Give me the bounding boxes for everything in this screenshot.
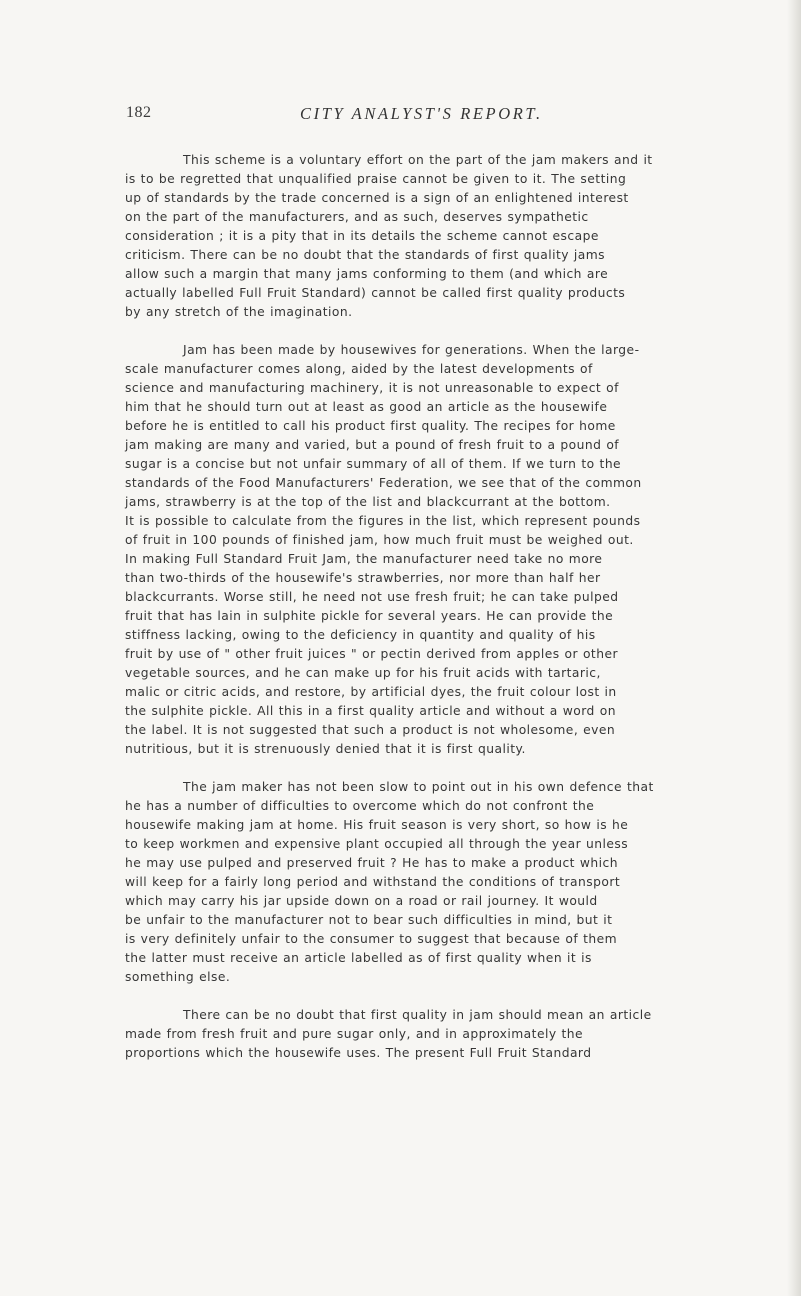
text-line: In making Full Standard Fruit Jam, the manufacturer need take no more — [125, 552, 603, 566]
text-line: scale manufacturer comes along, aided by the latest developments of — [125, 362, 593, 376]
paragraph-2 — [125, 341, 790, 759]
text-line: stiffness lacking, owing to the deficiency in quantity and quality of his — [125, 628, 596, 642]
text-line: he may use pulped and preserved fruit ? He has to make a product which — [125, 856, 618, 870]
text-line: which may carry his jar upside down on a road or rail journey. It would — [125, 894, 598, 908]
text-line: he has a number of difficulties to overcome which do not confront the — [125, 799, 595, 813]
text-line: of fruit in 100 pounds of finished jam, how much fruit must be weighed out. — [125, 533, 634, 547]
text-line: actually labelled Full Fruit Standard) cannot be called first quality products — [125, 286, 626, 300]
text-line: him that he should turn out at least as good an article as the housewife — [125, 400, 608, 414]
text-line: vegetable sources, and he can make up for his fruit acids with tartaric, — [125, 666, 601, 680]
text-line: made from fresh fruit and pure sugar only, and in approximately the — [125, 1027, 584, 1041]
text-line: proportions which the housewife uses. The present Full Fruit Standard — [125, 1046, 592, 1060]
text-line: up of standards by the trade concerned is a sign of an enlightened interest — [125, 191, 629, 205]
text-line: is to be regretted that unqualified praise cannot be given to it. The setting — [125, 172, 627, 186]
text-line: blackcurrants. Worse still, he need not use fresh fruit; he can take pulped — [125, 590, 619, 604]
text-line: before he is entitled to call his product first quality. The recipes for home — [125, 419, 616, 433]
text-line: fruit that has lain in sulphite pickle for several years. He can provide the — [125, 609, 614, 623]
paragraph-1 — [125, 151, 790, 322]
text-line: than two-thirds of the housewife's strawberries, nor more than half her — [125, 571, 601, 585]
text-line: Jam has been made by housewives for generations. When the large- — [183, 343, 640, 357]
text-line: consideration ; it is a pity that in its details the scheme cannot escape — [125, 229, 599, 243]
text-line: the latter must receive an article labelled as of first quality when it is — [125, 951, 592, 965]
text-line: sugar is a concise but not unfair summary of all of them. If we turn to the — [125, 457, 622, 471]
text-line: housewife making jam at home. His fruit season is very short, so how is he — [125, 818, 629, 832]
text-line: the sulphite pickle. All this in a first quality article and without a word on — [125, 704, 616, 718]
text-line: standards of the Food Manufacturers' Federation, we see that of the common — [125, 476, 642, 490]
running-head: CITY ANALYST'S REPORT. — [300, 104, 543, 123]
text-line: to keep workmen and expensive plant occupied all through the year unless — [125, 837, 629, 851]
text-line: jams, strawberry is at the top of the list and blackcurrant at the bottom. — [125, 495, 611, 509]
text-line: nutritious, but it is strenuously denied that it is first quality. — [125, 742, 526, 756]
text-line: science and manufacturing machinery, it is not unreasonable to expect of — [125, 381, 619, 395]
text-line: by any stretch of the imagination. — [125, 305, 353, 319]
text-line: allow such a margin that many jams conforming to them (and which are — [125, 267, 609, 281]
body-text — [125, 151, 790, 1082]
text-line: This scheme is a voluntary effort on the part of the jam makers and it — [183, 153, 653, 167]
text-line: It is possible to calculate from the figures in the list, which represent pounds — [125, 514, 641, 528]
paragraph-3 — [125, 778, 790, 987]
text-line: jam making are many and varied, but a pound of fresh fruit to a pound of — [125, 438, 620, 452]
page-header — [126, 104, 726, 130]
text-line: fruit by use of " other fruit juices " or pectin derived from apples or other — [125, 647, 618, 661]
text-line: The jam maker has not been slow to point out in his own defence that — [183, 780, 654, 794]
page-number: 182 — [126, 104, 152, 121]
text-line: criticism. There can be no doubt that the standards of first quality jams — [125, 248, 606, 262]
text-line: the label. It is not suggested that such a product is not wholesome, even — [125, 723, 616, 737]
text-line: malic or citric acids, and restore, by artificial dyes, the fruit colour lost in — [125, 685, 617, 699]
text-line: is very definitely unfair to the consumer to suggest that because of them — [125, 932, 618, 946]
text-line: be unfair to the manufacturer not to bear such difficulties in mind, but it — [125, 913, 613, 927]
text-line: on the part of the manufacturers, and as such, deserves sympathetic — [125, 210, 589, 224]
text-line: something else. — [125, 970, 231, 984]
text-line: will keep for a fairly long period and withstand the conditions of transport — [125, 875, 621, 889]
paragraph-4 — [125, 1006, 790, 1063]
text-line: There can be no doubt that first quality in jam should mean an article — [183, 1008, 652, 1022]
